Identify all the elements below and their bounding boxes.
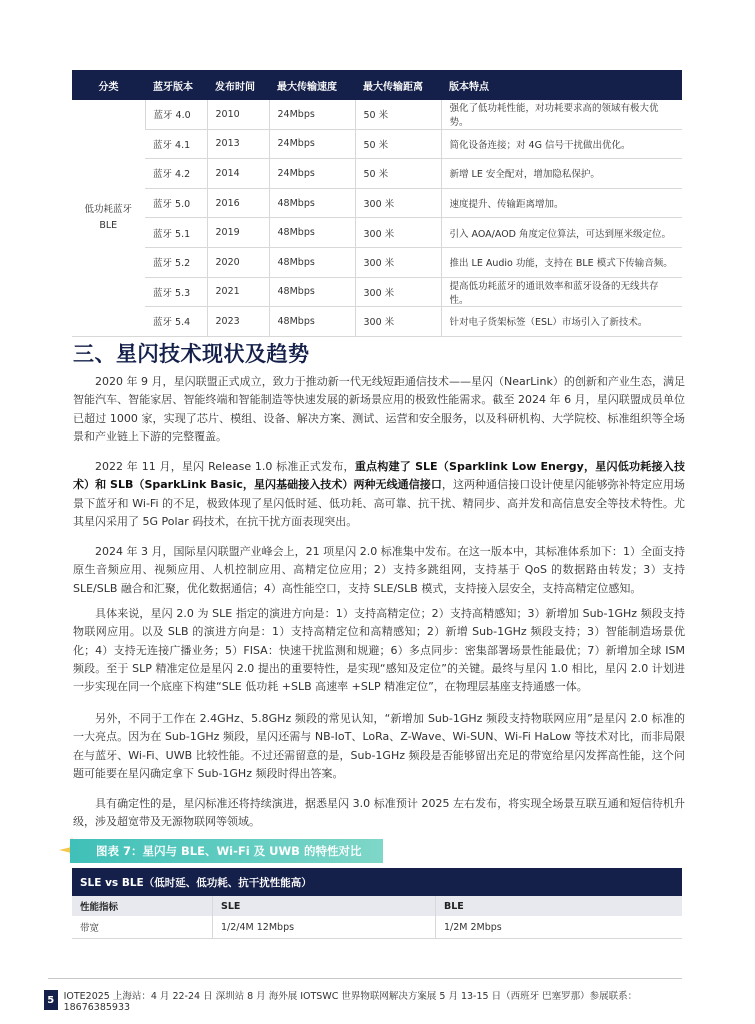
paragraph-2-bold: 重点构建了 SLE（Sparklink Low Energy，星闪低功耗接入技术）和 SLB（SparkLink Basic，星闪基础接入技术）两种无线通信接口 [73,460,685,492]
table-header-row [72,70,682,100]
cell-speed: 24Mbps [269,159,355,189]
cell-year: 2019 [207,218,269,248]
cell-range: 300 米 [355,188,441,218]
table-row [72,277,682,307]
comparison-columns-row [72,896,682,916]
page-number: 5 [44,990,58,1010]
figure-title: 图表 7：星闪与 BLE、Wi-Fi 及 UWB 的特性对比 [70,839,383,863]
paragraph-3: 2024 年 3 月，国际星闪联盟产业峰会上，21 项星闪 2.0 标准集中发布。在这一版本中，其标准体系加下：1）全面支持原生音频应用、视频应用、人机控制应用、高精定位应用；2）支持多跳组网，支持基于 QoS 的数据路由转发；3）支持 SLE/SLB 融合和汇聚，优化数据通信；4）高性能空口，支持 SLE/SLB 模式，支持接入层安全，支持高精定位感知。 [73,545,685,595]
column-sle: SLE [213,896,436,916]
table-row [72,100,682,129]
table-row [72,188,682,218]
cell-feature: 提高低功耗蓝牙的通讯效率和蓝牙设备的无线共存性。 [441,277,682,307]
cell-year: 2010 [207,100,269,129]
cell-year: 2016 [207,188,269,218]
cell-range: 300 米 [355,307,441,337]
comparison-header: SLE vs BLE（低时延、低功耗、抗干扰性能高） [72,868,682,896]
cell-version: 蓝牙 4.2 [145,159,207,189]
comparison-header-row [72,868,682,896]
paragraph-2 [73,458,685,531]
cell-feature: 新增 LE 安全配对，增加隐私保护。 [441,159,682,189]
cell-speed: 48Mbps [269,247,355,277]
paragraph-6: 具有确定性的是，星闪标准还将持续演进，据悉星闪 3.0 标准预计 2025 左右发布，将实现全场景互联互通和短信待机升级，涉及超宽带及无源物联网等领域。 [73,797,685,829]
header-features: 版本特点 [441,70,682,100]
footer-divider [48,978,682,979]
cell-feature: 针对电子货架标签（ESL）市场引入了新技术。 [441,307,682,337]
cell-year: 2014 [207,159,269,189]
paragraph-2-end: ，这两种通信接口设计使星闪能够弥补特定应用场景下蓝牙和 Wi-Fi 的不足，极致体现了星闪低时延、低功耗、高可靠、抗干扰、精同步、高并发和高信息安全等技术特性。尤其星闪采用了 5G Polar 码技术，在抗干扰方面表现突出。 [73,478,685,528]
header-speed: 最大传输速度 [269,70,355,100]
cell-range: 300 米 [355,218,441,248]
cell-range: 300 米 [355,247,441,277]
header-category: 分类 [72,70,145,100]
header-version: 蓝牙版本 [145,70,207,100]
cell-feature: 简化设备连接；对 4G 信号干扰做出优化。 [441,129,682,159]
cell-year: 2023 [207,307,269,337]
footer-text: IOTE2025 上海站：4 月 22-24 日 深圳站 8 月 海外展 IOTSWC 世界物联网解决方案展 5 月 13-15 日（西班牙 巴塞罗那）参展联系：18676385933 [63,990,638,1013]
table-row [72,247,682,277]
cell-version: 蓝牙 4.1 [145,129,207,159]
paragraph-5: 另外，不同于工作在 2.4GHz、5.8GHz 频段的常见认知，“新增加 Sub-1GHz 频段支持物联网应用”是星闪 2.0 标准的一大亮点。因为在 Sub-1GHz 频段，星闪还需与 NB-IoT、LoRa、Z-Wave、Wi-SUN、Wi-Fi HaLow 等技术对比，而非局限在与蓝牙、Wi-Fi、UWB 比较性能。不过还需留意的是，Sub-1GHz 频段是否能够留出充足的带宽给星闪发挥高性能，这个问题可能要在星闪确定拿下 Sub-1GHz 频段时得出答案。 [73,712,685,780]
cell-speed: 48Mbps [269,218,355,248]
bluetooth-version-table [72,70,682,337]
header-range: 最大传输距离 [355,70,441,100]
paragraph-2-start: 2022 年 11 月，星闪 Release 1.0 标准正式发布， [95,460,355,473]
cell-range: 50 米 [355,129,441,159]
paragraph-1: 2020 年 9 月，星闪联盟正式成立，致力于推动新一代无线短距通信技术——星闪（NearLink）的创新和产业生态，满足智能汽车、智能家居、智能终端和智能制造等快速发展的新场景应用的极致性能需求。截至 2024 年 6 月，星闪联盟成员单位已超过 1000 家，实现了芯片、模组、设备、解决方案、测试、运营和安全服务，以及科研机构、大学院校、标准组织等全场景和产业链上下游的完整覆盖。 [73,375,685,443]
table-row [72,307,682,337]
cell-ble: 1/2M 2Mbps [436,916,683,939]
cell-speed: 48Mbps [269,307,355,337]
table-row [72,129,682,159]
cell-metric: 带宽 [72,916,213,939]
cell-speed: 24Mbps [269,100,355,129]
header-release: 发布时间 [207,70,269,100]
cell-version: 蓝牙 5.2 [145,247,207,277]
table-row [72,916,682,939]
cell-version: 蓝牙 5.3 [145,277,207,307]
cell-range: 50 米 [355,159,441,189]
cell-version: 蓝牙 5.4 [145,307,207,337]
cell-speed: 48Mbps [269,188,355,218]
cell-version: 蓝牙 5.1 [145,218,207,248]
section-title: 三、星闪技术现状及趋势 [73,342,310,366]
cell-version: 蓝牙 4.0 [145,100,207,129]
cell-year: 2020 [207,247,269,277]
column-ble: BLE [436,896,683,916]
cell-speed: 24Mbps [269,129,355,159]
paragraph-4: 具体来说，星闪 2.0 为 SLE 指定的演进方向是：1）支持高精定位；2）支持高精感知；3）新增加 Sub-1GHz 频段支持物联网应用。以及 SLB 的演进方向是：1）支持高精定位和高精感知；2）新增 Sub-1GHz 频段支持；3）智能制造场景优化；4）支持无连接广播业务；5）FISA：快速干扰监测和规避；6）多点同步：密集部署场景性能最优；7）新增加全球 ISM 频段。至于 SLP 精准定位是星闪 2.0 提出的重要特性，是实现“感知及定位”的关键。最终与星闪 1.0 相比，星闪 2.0 计划进一步实现在同一个底座下构建“SLE 低功耗 +SLB 高速率 +SLP 精准定位”，在物理层基座支持通感一体。 [73,607,685,694]
cell-feature: 引入 AOA/AOD 角度定位算法，可达到厘米级定位。 [441,218,682,248]
cell-year: 2013 [207,129,269,159]
category-cell: 低功耗蓝牙 BLE [72,100,145,336]
cell-range: 50 米 [355,100,441,129]
footer [44,990,684,1013]
cell-feature: 强化了低功耗性能，对功耗要求高的领域有极大优势。 [441,100,682,129]
cell-sle: 1/2/4M 12Mbps [213,916,436,939]
cell-feature: 推出 LE Audio 功能，支持在 BLE 模式下传输音频。 [441,247,682,277]
cell-version: 蓝牙 5.0 [145,188,207,218]
table-row [72,218,682,248]
table-row [72,159,682,189]
cell-feature: 速度提升、传输距离增加。 [441,188,682,218]
column-metric: 性能指标 [72,896,213,916]
comparison-table [72,868,682,939]
cell-year: 2021 [207,277,269,307]
cell-speed: 48Mbps [269,277,355,307]
cell-range: 300 米 [355,277,441,307]
